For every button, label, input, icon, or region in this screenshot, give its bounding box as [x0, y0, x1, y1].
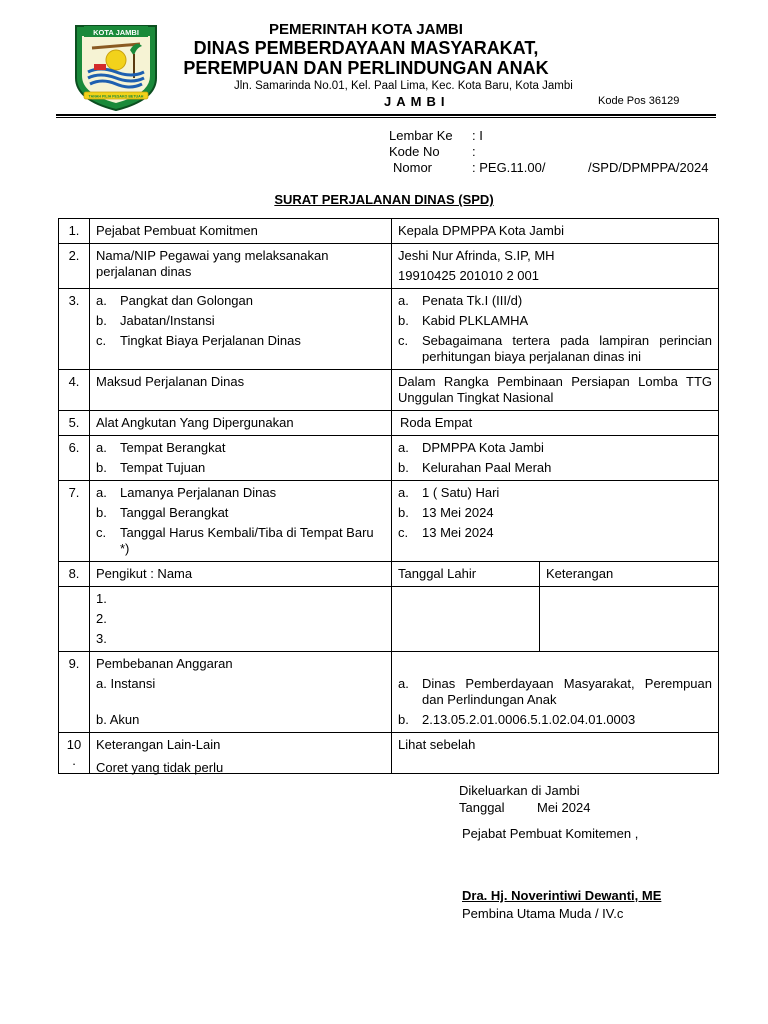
row-number: 9. — [59, 652, 90, 733]
row-label — [90, 652, 392, 733]
follower-list — [90, 587, 392, 652]
row-value — [392, 244, 719, 289]
row-value — [392, 481, 719, 562]
list-item: a. Pangkat dan Golongan — [96, 293, 253, 308]
list-item: 2. — [96, 611, 107, 626]
row-label: Nama/NIP Pegawai yang melaksanakan perjalanan dinas — [90, 244, 392, 289]
employee-name: Jeshi Nur Afrinda, S.IP, MH — [398, 248, 555, 263]
list-item: c. Tingkat Biaya Perjalanan Dinas — [96, 333, 301, 348]
row-value — [392, 289, 719, 370]
header-address: Jln. Samarinda No.01, Kel. Paal Lima, Kec. Kota Baru, Kota Jambi — [234, 80, 573, 92]
list-item: b. Tempat Tujuan — [96, 460, 206, 475]
table-row — [59, 370, 719, 411]
employee-nip: 19910425 201010 2 001 — [398, 268, 539, 283]
column-header: Tanggal Lahir — [392, 562, 540, 587]
kode-value: : — [472, 144, 476, 159]
nomor-value: : PEG.11.00/ — [472, 160, 546, 175]
row-number: 6. — [59, 436, 90, 481]
empty-cell — [392, 587, 540, 652]
list-item: 1. — [96, 591, 107, 606]
row-label: Keterangan Lain-Lain — [90, 733, 392, 774]
list-item: b. Jabatan/Instansi — [96, 313, 215, 328]
row-value — [392, 436, 719, 481]
lembar-value: : I — [472, 128, 483, 143]
row-label — [90, 481, 392, 562]
table-row — [59, 289, 719, 370]
list-item: a. Tempat Berangkat — [96, 440, 226, 455]
issued-date-value: Mei 2024 — [537, 800, 591, 815]
list-item: c. 13 Mei 2024 — [398, 525, 494, 540]
signatory-name: Dra. Hj. Noverintiwi Dewanti, ME — [462, 888, 662, 903]
row-label: Maksud Perjalanan Dinas — [90, 370, 392, 411]
row-label: Pejabat Pembuat Komitmen — [90, 219, 392, 244]
list-item: c. Tanggal Harus Kembali/Tiba di Tempat Baru *) — [96, 525, 374, 556]
list-item: a. Lamanya Perjalanan Dinas — [96, 485, 277, 500]
table-row — [59, 411, 719, 436]
column-header: Keterangan — [540, 562, 719, 587]
table-row — [59, 436, 719, 481]
list-item: a. DPMPPA Kota Jambi — [398, 440, 544, 455]
document-title: SURAT PERJALANAN DINAS (SPD) — [274, 192, 494, 207]
list-item: b. Kelurahan Paal Merah — [398, 460, 552, 475]
header-city: JAMBI — [384, 94, 450, 109]
logo-banner-text: KOTA JAMBI — [93, 28, 139, 37]
header-rule-thick — [56, 114, 716, 116]
list-item: a. Dinas Pemberdayaan Masyarakat, Perempuan dan Perlindungan Anak — [398, 676, 713, 707]
list-item: b. Tanggal Berangkat — [96, 505, 229, 520]
row-label: Alat Angkutan Yang Dipergunakan — [90, 411, 392, 436]
list-item: a. Penata Tk.I (III/d) — [398, 293, 523, 308]
issued-date-label: Tanggal — [459, 800, 505, 815]
row-value: Kepala DPMPPA Kota Jambi — [392, 219, 719, 244]
spd-table — [58, 218, 719, 774]
list-item: a. 1 ( Satu) Hari — [398, 485, 500, 500]
row-label: Pengikut : Nama — [90, 562, 392, 587]
row-label — [90, 289, 392, 370]
row-value: Roda Empat — [392, 411, 719, 436]
row-number: 3. — [59, 289, 90, 370]
row-number: 2. — [59, 244, 90, 289]
table-row — [59, 562, 719, 587]
issued-place: Dikeluarkan di Jambi — [459, 783, 580, 798]
table-row — [59, 219, 719, 244]
lembar-label: Lembar Ke — [389, 128, 453, 143]
list-item: b. Kabid PLKLAMHA — [398, 313, 529, 328]
list-item: b. 13 Mei 2024 — [398, 505, 494, 520]
empty-cell — [59, 587, 90, 652]
nomor-label: Nomor — [393, 160, 433, 175]
list-item: c. Sebagaimana tertera pada lampiran perincian perhitungan biaya perjalanan dinas ini — [398, 333, 713, 364]
budget-instansi-label: a. Instansi — [96, 676, 156, 691]
table-row — [59, 481, 719, 562]
row-label — [90, 436, 392, 481]
official-title: Pejabat Pembuat Komitemen , — [462, 826, 639, 841]
budget-akun-label: b. Akun — [96, 712, 140, 727]
row-number: 4. — [59, 370, 90, 411]
row-number: 5. — [59, 411, 90, 436]
header-gov: PEMERINTAH KOTA JAMBI — [269, 21, 463, 38]
kode-label: Kode No — [389, 144, 440, 159]
empty-cell — [540, 587, 719, 652]
header-dept-line2: PEREMPUAN DAN PERLINDUNGAN ANAK — [183, 58, 549, 78]
row-value — [392, 652, 719, 733]
nomor-suffix: /SPD/DPMPPA/2024 — [588, 160, 709, 175]
table-row — [59, 587, 719, 652]
row-value: Lihat sebelah — [392, 733, 719, 774]
row-number: 1. — [59, 219, 90, 244]
header-rule-thin — [56, 117, 716, 118]
logo-motto-text: TANAH PILIH PESAKO BETUAH — [88, 94, 144, 99]
signatory-rank: Pembina Utama Muda / IV.c — [462, 906, 624, 921]
header-dept-line1: DINAS PEMBERDAYAAN MASYARAKAT, — [193, 38, 539, 58]
list-item: b. 2.13.05.2.01.0006.5.1.02.04.01.0003 — [398, 712, 636, 727]
table-row — [59, 244, 719, 289]
table-row — [59, 652, 719, 733]
row-number: 8. — [59, 562, 90, 587]
budget-label: Pembebanan Anggaran — [96, 656, 233, 671]
row-number: 10 . — [59, 733, 90, 774]
list-item: 3. — [96, 631, 107, 646]
header-postal-code: Kode Pos 36129 — [598, 95, 680, 107]
footnote: Coret yang tidak perlu — [96, 760, 224, 775]
row-number: 7. — [59, 481, 90, 562]
row-value: Dalam Rangka Pembinaan Persiapan Lomba TTG Unggulan Tingkat Nasional — [392, 370, 719, 411]
